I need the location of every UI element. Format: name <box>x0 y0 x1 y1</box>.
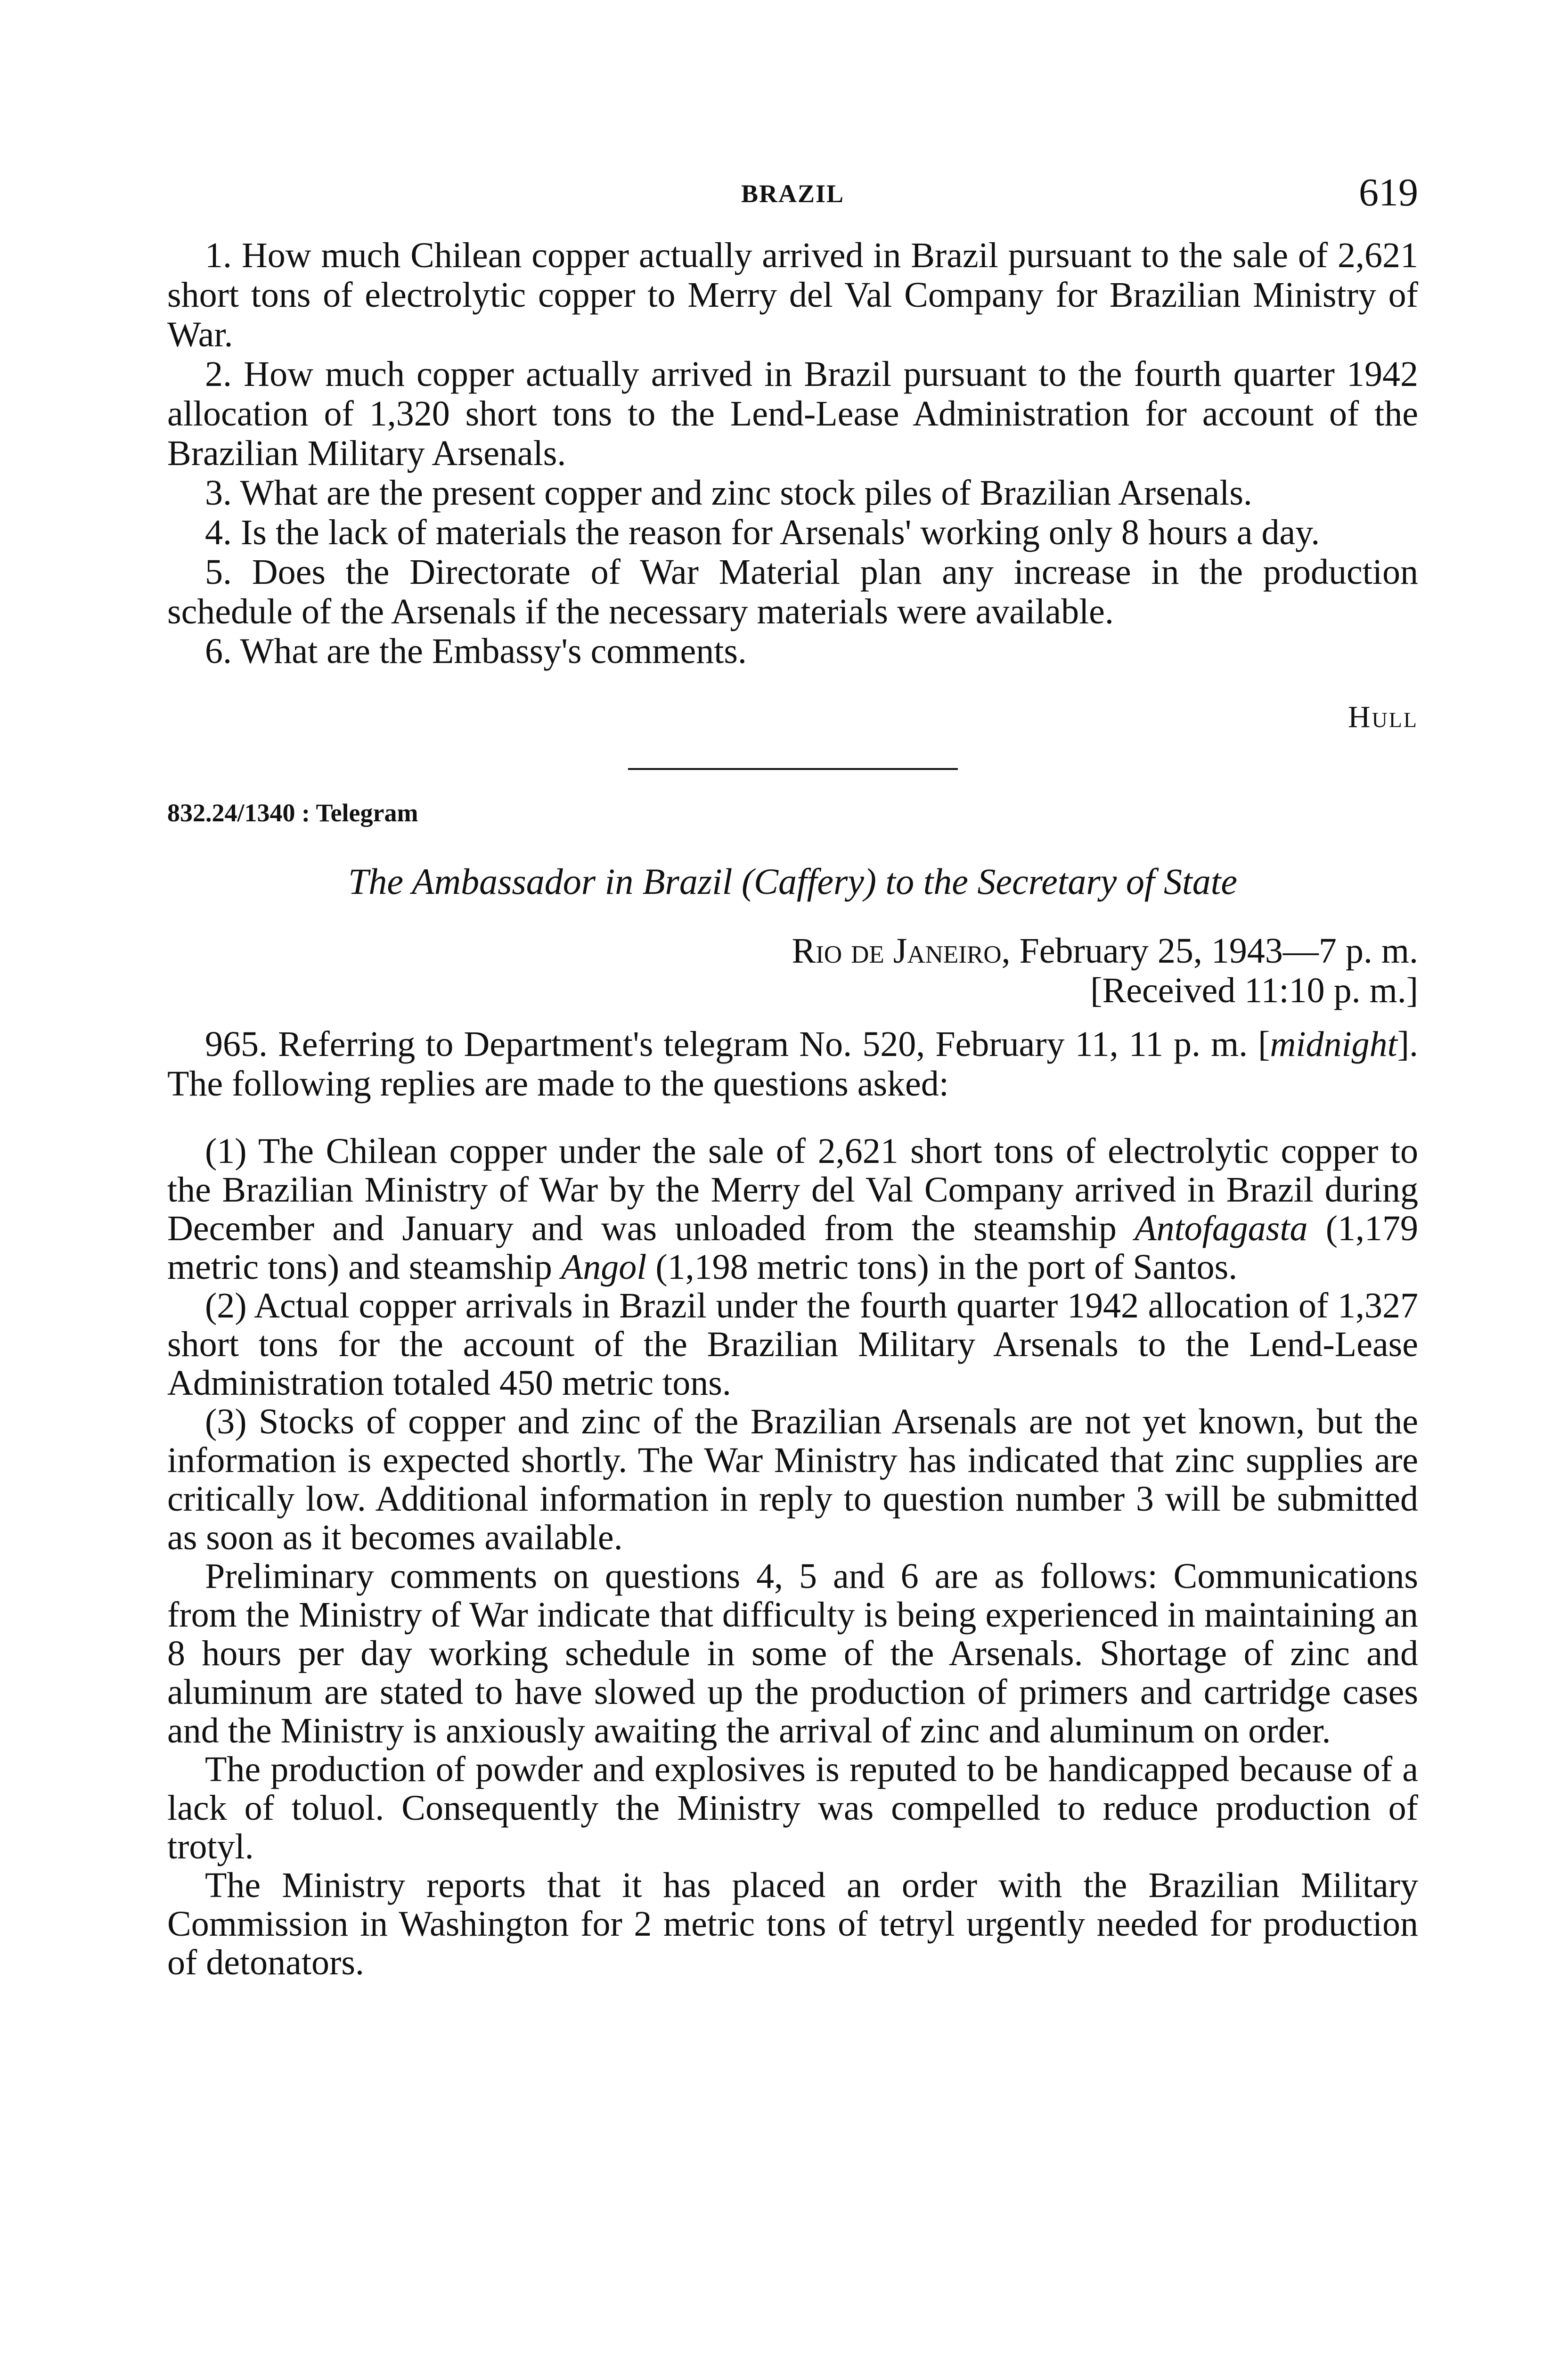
ship-name-antofagasta: Antofagasta <box>1135 1209 1308 1248</box>
telegram-intro <box>167 1024 1418 1104</box>
question-4: 4. Is the lack of materials the reason for Arsenals' working only 8 hours a day. <box>205 513 1320 552</box>
page-header <box>167 170 1418 217</box>
question-2: 2. How much copper actually arrived in Brazil pursuant to the fourth quarter 1942 allocation of 1,320 short tons to the Lend-Lease Administration for account of the Brazilian Military Arsenals. <box>167 354 1418 473</box>
question-6: 6. What are the Embassy's comments. <box>205 631 747 671</box>
reply-1-text-c: (1,198 metric tons) in the port of Santos. <box>646 1247 1238 1287</box>
reply-2: (2) Actual copper arrivals in Brazil under the fourth quarter 1942 allocation of 1,327 short tons for the account of the Brazilian Military Arsenals to the Lend-Lease Administration totaled 450 metric tons. <box>167 1286 1418 1403</box>
dateline-place: Rio de Janeiro, <box>792 931 1011 971</box>
question-list <box>167 236 1418 671</box>
dateline <box>167 931 1418 971</box>
replies <box>167 1132 1418 1982</box>
question-5: 5. Does the Directorate of War Material plan any increase in the production schedule of the Arsenals if the necessary materials were available. <box>167 552 1418 631</box>
document-page <box>167 170 1418 1982</box>
reply-3: (3) Stocks of copper and zinc of the Brazilian Arsenals are not yet known, but the information is expected shortly. The War Ministry has indicated that zinc supplies are critically low. Additional information in reply to question number 3 will be submitted as soon as it becomes available. <box>167 1402 1418 1557</box>
page-number: 619 <box>1359 171 1418 214</box>
preliminary-comments: Preliminary comments on questions 4, 5 and 6 are as follows: Communications from the Ministry of War indicate that difficulty is being experienced in maintaining an 8 hours per day working schedule in some of the Arsenals. Shortage of zinc and aluminum are stated to have slowed up the production of primers and cartridge cases and the Ministry is anxiously awaiting the arrival of zinc and aluminum on order. <box>167 1556 1418 1751</box>
ship-name-angol: Angol <box>561 1247 647 1287</box>
intro-text-a: 965. Referring to Department's telegram No. 520, February 11, 11 p. m. [ <box>205 1024 1270 1064</box>
intro-midnight: midnight <box>1270 1024 1397 1064</box>
received-time: [Received 11:10 p. m.] <box>1090 971 1418 1010</box>
signature: Hull <box>1348 700 1418 734</box>
powder-paragraph: The production of powder and explosives is reputed to be handicapped because of a lack of toluol. Consequently the Ministry was compelled to reduce production of trotyl. <box>167 1750 1418 1866</box>
document-title: The Ambassador in Brazil (Caffery) to the Secretary of State <box>348 861 1237 902</box>
reply-1-text-a: (1) The Chilean copper under the sale of 2,621 short tons of electrolytic copper to the Brazilian Ministry of War by the Merry del Val Company arrived in Brazil during December and January and was unloaded from the steamship <box>167 1131 1418 1248</box>
dateline-date: February 25, 1943—7 p. m. <box>1019 931 1418 971</box>
question-3: 3. What are the present copper and zinc stock piles of Brazilian Arsenals. <box>205 473 1252 513</box>
running-head: BRAZIL <box>741 180 845 208</box>
reply-1 <box>167 1132 1418 1286</box>
tetryl-paragraph: The Ministry reports that it has placed an order with the Brazilian Military Commission in Washington for 2 metric tons of tetryl urgently needed for production of detonators. <box>167 1865 1418 1982</box>
reply-1-text-b: (1,179 metric tons) and steamship <box>167 1209 1419 1287</box>
question-1: 1. How much Chilean copper actually arrived in Brazil pursuant to the sale of 2,621 short tons of electrolytic copper to Merry del Val Company for Brazilian Ministry of War. <box>167 236 1418 354</box>
intro-text-b: ]. The following replies are made to the questions asked: <box>167 1024 1418 1104</box>
section-divider <box>628 768 958 770</box>
file-reference: 832.24/1340 : Telegram <box>167 799 418 827</box>
